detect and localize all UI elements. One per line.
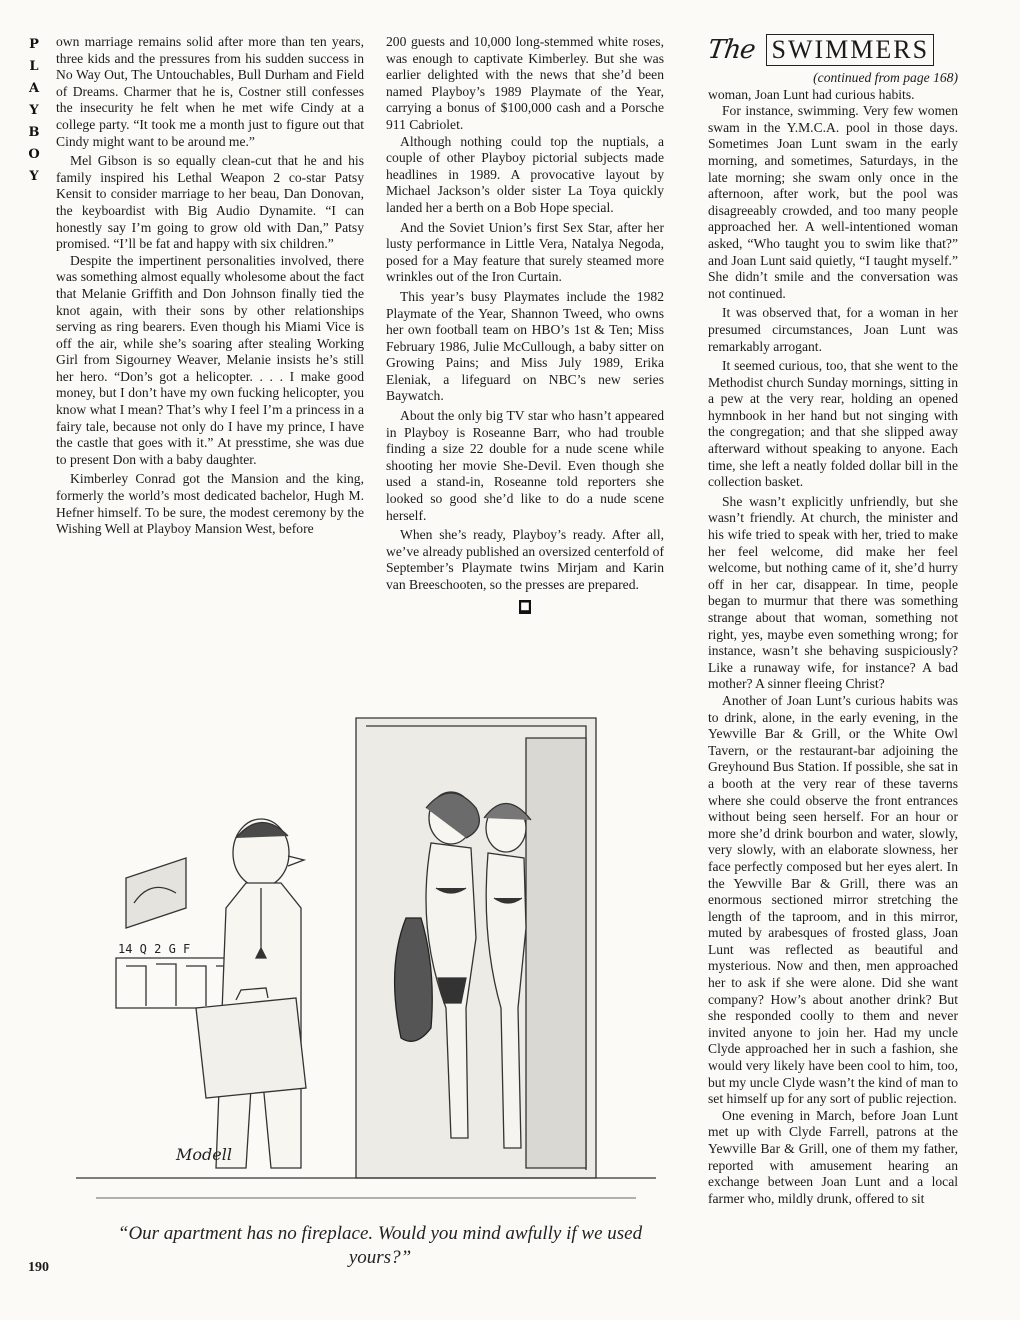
story-header [705, 34, 958, 66]
article-column-1 [56, 34, 364, 698]
article-column-2 [386, 34, 664, 706]
paragraph: It was observed that, for a woman in her presumed circumstances, Joan Lunt was remarkably arrogant. [708, 305, 958, 354]
paragraph: Another of Joan Lunt’s curious habits was to drink, alone, in the early evening, in the Yewville Bar & Grill, or the White Owl Tavern, or the restaurant-bar adjoining the Greyhound Bus Station. If possible, she sat in a booth at the very rear of these taverns where she could observe the front entrances without being seen herself. For an hour or more she’d drink bourbon and water, slowly, very slowly, with an elaborate slowness, her face perfectly composed but her eyes alert. In the Yewville Bar & Grill, there was an enormous sectioned mirror stretching the length of the taproom, and in this mirror, muted by arabesques of frosted glass, Joan Lunt was reflected as beautiful and mysterious. Now and then, men approached her to ask if she were alone. Did she want company? How’s about another drink? But she responded coolly to them and never invited anyone to join her. Had my uncle Clyde approached her in such a fashion, she would very likely have been cool to him, too, but my uncle Clyde wasn’t the kind of man to set himself up for any sort of public rejection. [708, 692, 958, 1107]
story-column [705, 34, 958, 1296]
side-letter: P [29, 37, 39, 52]
paragraph: This year’s busy Playmates include the 1982 Playmate of the Year, Shannon Tweed, who owns her own football team on HBO’s 1st & Ten; Miss February 1986, Julie McCullough, a baby sitter on Growing Pains; and Miss July 1989, Erika Eleniak, a lifeguard on NBC’s new series Baywatch. [386, 288, 664, 404]
story-title-prefix: The [705, 34, 757, 65]
paragraph: Despite the impertinent personalities involved, there was something almost equally wholesome about the fact that Melanie Griffith and Don Johnson finally tied the knot again, with their sons by other relationships serving as ring bearers. Even though his Miami Vice is off the air, while she’s soaring after stealing Working Girl from Sigourney Weaver, Melanie insists he’s still her hero. “Don’s got a helicopter. . . . I make good money, but I don’t have my own fucking helicopter, you know what I mean? That’s why I feel I’m a princess in a fairy tale, because not only do I have my prince, I have the castle that goes with it.” At presstime, she was due to present Don with a baby daughter. [56, 252, 364, 467]
paragraph: And the Soviet Union’s first Sex Star, after her lusty performance in Little Vera, Natalya Negoda, posed for a May feature that surely steamed more wrinkles out of the Iron Curtain. [386, 219, 664, 285]
paragraph: woman, Joan Lunt had curious habits. [708, 86, 915, 102]
cartoon-caption: “Our apartment has no fireplace. Would you mind awfully if we used yours?” [117, 1223, 643, 1268]
side-letter: A [28, 81, 40, 96]
paragraph: When she’s ready, Playboy’s ready. After all, we’ve already published an oversized centerfold of September’s Playmate twins Mirjam and Karin van Breeschooten, so the presses are prepared. [386, 527, 664, 592]
door-nameplate: 14 Q 2 G F [118, 942, 191, 956]
paragraph: For instance, swimming. Very few women swam in the Y.M.C.A. pool in those days. Sometimes Joan Lunt swam in the early morning, and sometimes, Saturdays, in the late morning; she swam only once in the afternoon, after work, but the pool was disagreeably crowded, and too many people approached her. A well-intentioned woman asked, “Who taught you to swim like that?” and Joan Lunt said quietly, “I taught myself.” She didn’t smile and the conversation was not continued. [708, 103, 958, 301]
continued-note: (continued from page 168) [813, 70, 958, 85]
story-title: SWIMMERS [766, 34, 934, 66]
paragraph: One evening in March, before Joan Lunt met up with Clyde Farrell, patrons at the Yewville Bar & Grill, one of them my father, reported with amusement hearing an exchange between Joan Lunt and a local farmer who, mildly drunk, offered to sit [708, 1107, 958, 1206]
paragraph: Mel Gibson is so equally clean-cut that he and his family inspired his Lethal Weapon 2 co-star Patsy Kensit to consider marriage to her beau, Dan Donovan, the keyboardist with Big Audio Dynamite. “I can honestly say I’m going to grow old with Dan,” Patsy promised. “I’ll be fat and happy with six children.” [56, 153, 364, 252]
side-letter: Y [29, 169, 39, 184]
magazine-side-label [24, 34, 44, 188]
page-number: 190 [28, 1260, 49, 1275]
end-mark-icon: ■ [520, 600, 530, 612]
paragraph: It seemed curious, too, that she went to the Methodist church Sunday mornings, sitting in a pew at the very rear, holding an opened hymnbook in her hand but not singing with the congregation; and that she slipped away afterward without speaking to anyone. Each time, she left a neatly folded dollar bill in the collection basket. [708, 358, 958, 490]
paragraph: About the only big TV star who hasn’t appeared in Playboy is Roseanne Barr, who had trouble finding a size 22 double for a nude scene while shooting her movie She-Devil. Even though she used a stand-in, Roseanne told reporters she looked so good she’d like to do a nude scene herself. [386, 408, 664, 523]
cartoon-illustration [56, 708, 686, 1216]
paragraph: Although nothing could top the nuptials, a couple of other Playboy pictorial subjects made headlines in 1989. A provocative layout by Michael Jackson’s older sister La Toya quickly landed her a berth on a Bob Hope special. [386, 133, 664, 215]
paragraph: 200 guests and 10,000 long-stemmed white roses, was enough to captivate Kimberley. But she was earlier delighted with the news that she’d been named Playboy’s 1989 Playmate of the Year, carrying a bonus of $100,000 cash and a Porsche 911 Cabriolet. [386, 34, 664, 132]
side-letter: O [28, 147, 40, 162]
side-letter: B [28, 125, 40, 140]
paragraph: She wasn’t explicitly unfriendly, but she wasn’t friendly. At church, the minister and his wife tried to speak with her, tried to make her feel welcome, did make her feel welcome, but nothing came of it, she’d hurry off in her car, disappear. In time, people began to murmur that there was something strange about that woman, something not right, yes, maybe even something wrong; for instance, wasn’t she behaving suspiciously? Like a runaway wife, for instance? A bad mother? A sinner fleeing Christ? [708, 493, 958, 692]
paragraph: Kimberley Conrad got the Mansion and the king, formerly the world’s most dedicated bachelor, Hugh M. Hefner himself. To be sure, the modest ceremony by the Wishing Well at Playboy Mansion West, before [56, 471, 364, 537]
cartoonist-signature: Modell [176, 1145, 232, 1164]
side-letter: Y [29, 103, 39, 118]
paragraph: own marriage remains solid after more than ten years, three kids and the pressures from his sudden success in No Way Out, The Untouchables, Bull Durham and Field of Dreams. Charmer that he is, Costner still confesses the insecurity he felt when he met wife Cindy at a college party. “It took me a month just to figure out that Cindy might want to be around me.” [56, 34, 364, 149]
side-letter: L [29, 59, 39, 74]
